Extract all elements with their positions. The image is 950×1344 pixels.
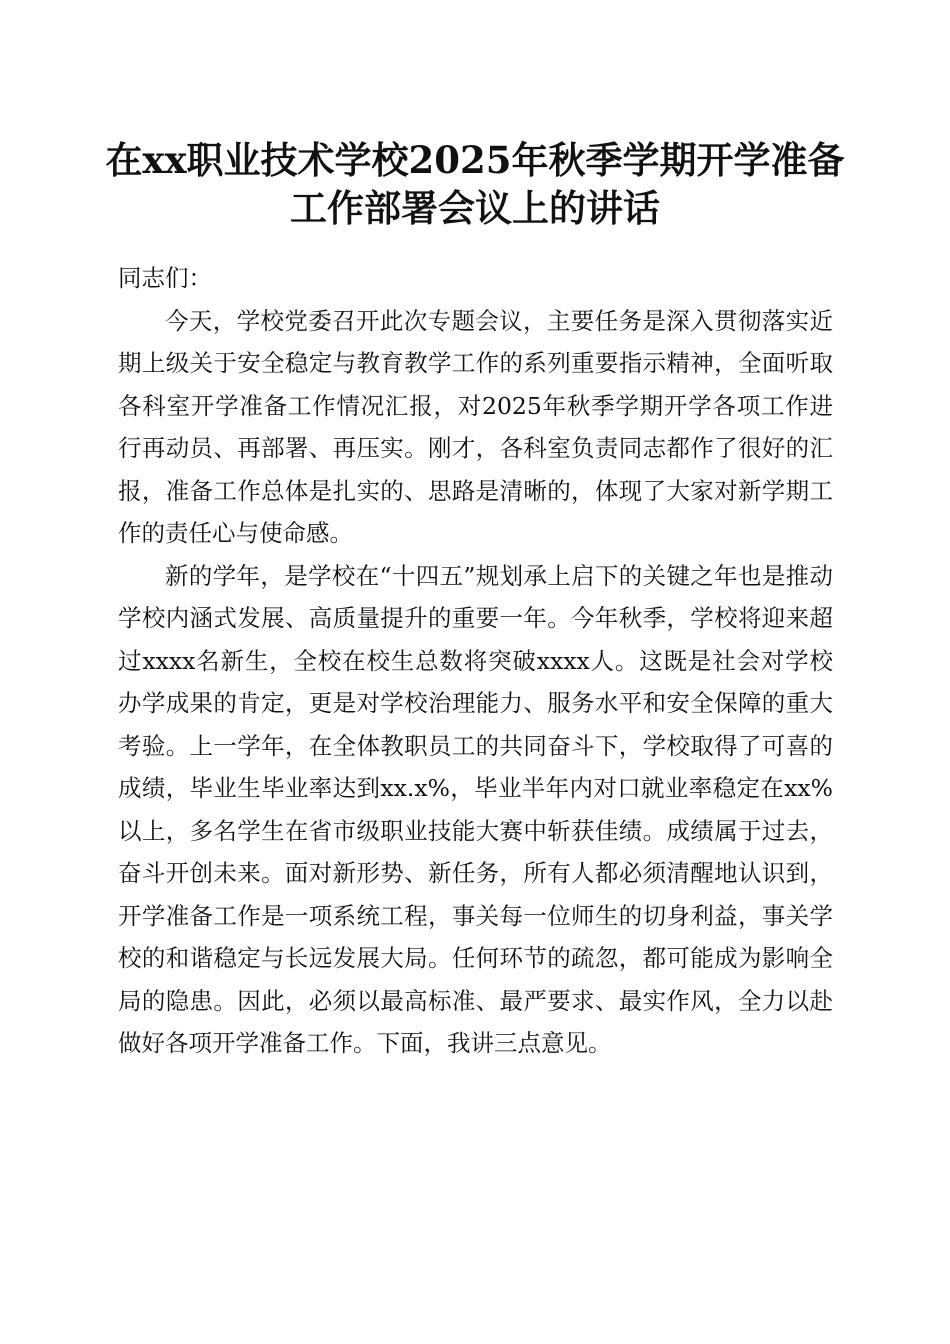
document-title <box>0 136 950 232</box>
title-line-1: 在xx职业技术学校2025年秋季学期开学准备 <box>105 138 845 182</box>
salutation: 同志们： <box>118 264 212 292</box>
title-line-2: 工作部署会议上的讲话 <box>290 186 660 230</box>
paragraph-2: 新的学年，是学校在“十四五”规划承上启下的关键之年也是推动学校内涵式发展、高质量提升的重要一年。今年秋季，学校将迎来超过xxxx名新生，全校在校生总数将突破xxxx人。这既是社会对学校办学成果的肯定，更是对学校治理能力、服务水平和安全保障的重大考验。上一学年，在全体教职员工的共同奋斗下，学校取得了可喜的成绩，毕业生毕业率达到xx.x%，毕业半年内对口就业率稳定在xx%以上，多名学生在省市级职业技能大赛中斩获佳绩。成绩属于过去，奋斗开创未来。面对新形势、新任务，所有人都必须清醒地认识到，开学准备工作是一项系统工程，事关每一位师生的切身利益，事关学校的和谐稳定与长远发展大局。任何环节的疏忽，都可能成为影响全局的隐患。因此，必须以最高标准、最严要求、最实作风，全力以赴做好各项开学准备工作。下面，我讲三点意见。 <box>118 561 833 1057</box>
paragraph-1: 今天，学校党委召开此次专题会议，主要任务是深入贯彻落实近期上级关于安全稳定与教育教学工作的系列重要指示精神，全面听取各科室开学准备工作情况汇报，对2025年秋季学期开学各项工作进行再动员、再部署、再压实。刚才，各科室负责同志都作了很好的汇报，准备工作总体是扎实的、思路是清晰的，体现了大家对新学期工作的责任心与使命感。 <box>118 306 833 547</box>
document-body <box>118 257 833 1065</box>
